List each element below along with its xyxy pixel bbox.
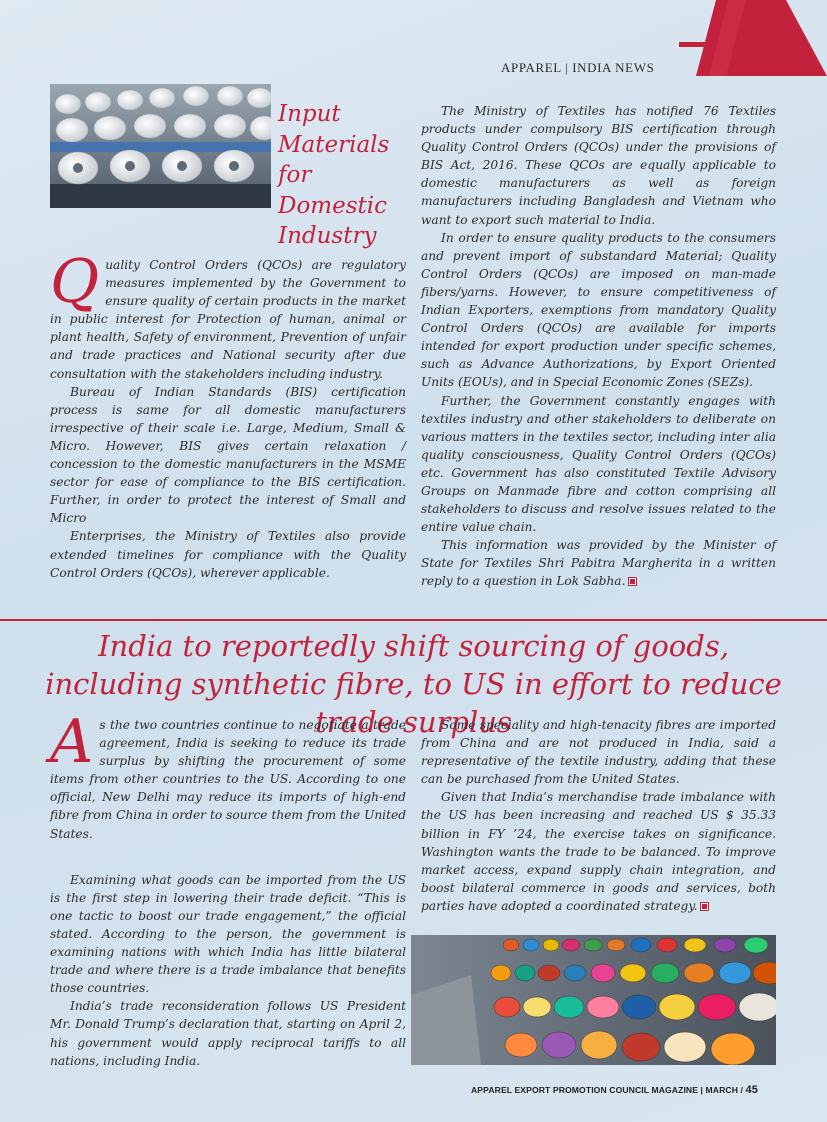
colorful-yarn-cones-photo	[411, 935, 776, 1065]
article1-left-column	[50, 247, 406, 582]
article1-paragraph: Enterprises, the Ministry of Textiles also provide extended timelines for compliance with the Quality Control Orders (QCOs), wherever applicable.	[50, 529, 406, 580]
article2-paragraph: India’s trade reconsideration follows US President Mr. Donald Trump’s declaration that, starting on April 2, his government would apply reciprocal tariffs to all nations, including India.	[50, 999, 406, 1068]
article2-left-column	[50, 707, 406, 1070]
end-mark-icon	[701, 903, 708, 910]
page-footer	[471, 1084, 758, 1096]
article1-paragraph: Bureau of Indian Standards (BIS) certification process is same for all domestic manufacturers irrespective of their scale i.e. Large, Medium, Small & Micro. However, BIS gives certain relaxation / concession to the domestic manufacturers in the MSME sector for ease of compliance to the BIS certification. Further, in order to protect the interest of Small and Micro	[50, 384, 406, 526]
article2-title: India to reportedly shift sourcing of goods, including synthetic fibre, to US in effort to reduce trade surplus	[45, 629, 782, 739]
article1-paragraph: Quality Control Orders (QCOs) are regulatory measures implemented by the Government to ensure quality of certain products in the market in public interest for Protection of human, animal or plant health, Safety of environment, Prevention of unfair and trade practices and National security after due consultation with the stakeholders including industry.	[50, 247, 406, 381]
article1-right-column	[421, 102, 776, 591]
section-divider	[0, 619, 827, 621]
article1-paragraph: The Ministry of Textiles has notified 76 Textiles products under compulsory BIS certification through Quality Control Orders (QCOs) under the provisions of BIS Act, 2016. These QCOs are equally applicable to domestic manufacturers as well as foreign manufacturers including Bangladesh and Vietnam who want to export such material to India.	[421, 104, 776, 227]
dropcap-letter: A	[50, 707, 94, 777]
article1-paragraph: Further, the Government constantly engages with textiles industry and other stakeholders to deliberate on various matters in the textiles sector, including inter alia quality consciousness, Quality Control Orders (QCOs) etc. Government has also constituted Textile Advisory Groups on Manmade fibre and cotton comprising all stakeholders to discuss and resolve issues related to the entire value chain.	[421, 393, 776, 535]
apparel-logo-icon	[676, 0, 827, 76]
article1-paragraph: In order to ensure quality products to the consumers and prevent import of substandard Material; Quality Control Orders (QCOs) are imposed on man-made fibers/yarns. However, to ensure competitiveness of Indian Exporters, exemptions from mandatory Quality Control Orders (QCOs) are available for imports intended for export production under specific schemes, such as Advance Authorizations, by Export Oriented Units (EOUs), and in Special Economic Zones (SEZs).	[421, 230, 776, 390]
article1-paragraph: This information was provided by the Minister of State for Textiles Shri Pabitra Margherita in a written reply to a question in Lok Sabha.	[421, 538, 776, 589]
end-mark-icon	[629, 578, 636, 585]
section-label: APPAREL | INDIA NEWS	[501, 60, 655, 75]
dropcap-letter: Q	[50, 247, 100, 317]
article2-paragraph: Some speciality and high-tenacity fibres are imported from China and are not produced in India, said a representative of the textile industry, adding that these can be purchased from the United States.	[421, 718, 776, 787]
article2-paragraph: As the two countries continue to negotiate a trade agreement, India is seeking to reduce its trade surplus by shifting the procurement of some items from other countries to the US. According to one official, New Delhi may reduce its imports of high-end fibre from China in order to source them from the United States.	[50, 707, 406, 841]
article2-paragraph: Examining what goods can be imported from the US is the first step in lowering their trade deficit. “This is one tactic to boost our trade engagement,” the official stated. According to the person, the government is examining nations with which India has little bilateral trade and where there is a trade imbalance that benefits those countries.	[50, 872, 406, 996]
page-number: 45	[745, 1084, 758, 1096]
article1-title: Input Materials for Domestic Industry	[278, 101, 390, 249]
article2-right-column	[421, 716, 776, 915]
textile-spools-photo	[50, 84, 271, 208]
article2-paragraph: Given that India’s merchandise trade imbalance with the US has been increasing and reached US $ 35.33 billion in FY ’24, the exercise takes on significance. Washington wants the trade to be balanced. To improve market access, expand supply chain integration, and boost bilateral commerce in goods and services, both parties have adopted a coordinated strategy.	[421, 790, 776, 913]
footer-text: APPAREL EXPORT PROMOTION COUNCIL MAGAZINE | MARCH /	[471, 1085, 744, 1095]
